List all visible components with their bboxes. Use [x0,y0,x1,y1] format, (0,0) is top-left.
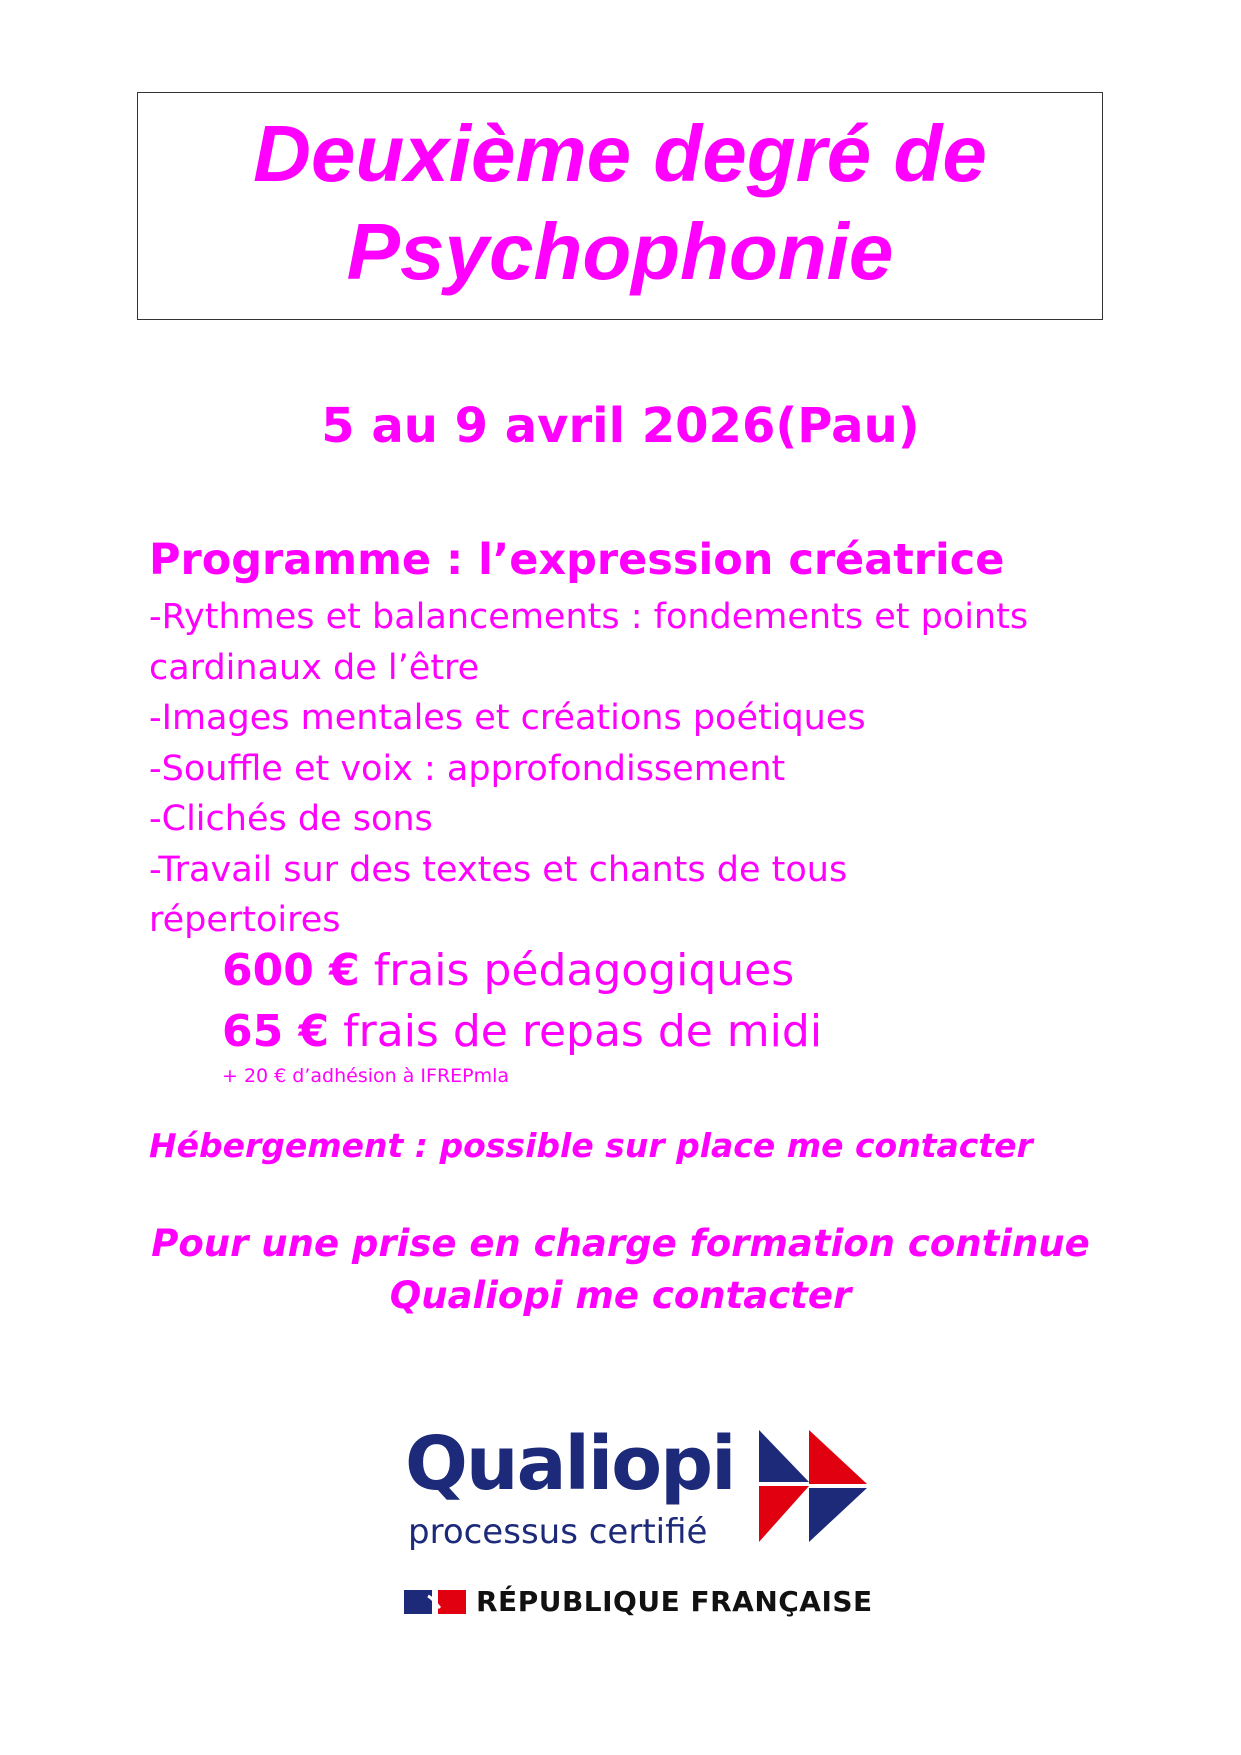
funding-line-2: Qualiopi me contacter [389,1274,852,1317]
programme-item: -Rythmes et balancements : fondements et points [149,597,1029,637]
title-box [137,92,1103,320]
fee-label: frais pédagogiques [359,945,795,996]
programme-item: -Clichés de sons [149,799,433,839]
lodging-note: Hébergement : possible sur place me contacter [149,1126,1033,1165]
programme-item: -Souffle et voix : approfondissement [149,748,786,789]
title-line-1: Deuxième degré de [253,109,987,198]
republique-label: RÉPUBLIQUE FRANÇAISE [476,1585,873,1618]
programme-list [149,592,1149,946]
funding-line-1: Pour une prise en charge formation continue [151,1222,1090,1265]
fee-teaching [222,940,822,1001]
programme-item: -Images mentales et créations poétiques [149,698,866,738]
session-dates: 5 au 9 avril 2026(Pau) [321,398,920,454]
qualiopi-logo [405,1420,875,1560]
marianne-flag-icon [404,1590,466,1614]
fee-amount: 600 € [222,945,360,996]
membership-note: + 20 € d’adhésion à IFREPmla [222,1065,510,1087]
fee-label: frais de repas de midi [329,1006,823,1057]
fee-amount: 65 € [222,1006,330,1057]
title-line-2: Psychophonie [346,207,894,296]
qualiopi-tagline: processus certifié [408,1512,708,1552]
programme-heading: Programme : l’expression créatrice [149,535,1005,585]
programme-item: répertoires [149,900,341,940]
funding-note [0,1218,1241,1322]
fees [222,940,822,1062]
qualiopi-arrows-icon [755,1426,875,1546]
programme-item: -Travail sur des textes et chants de tous [149,849,848,890]
qualiopi-brand: Qualiopi [405,1421,735,1507]
fee-meals [222,1001,822,1062]
programme-item: cardinaux de l’être [149,647,480,688]
